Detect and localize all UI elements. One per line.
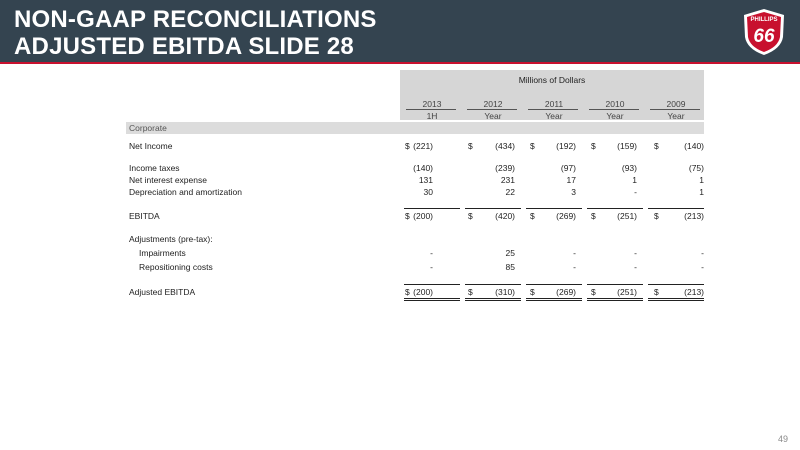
grand-total-double-rule [648,298,704,301]
grand-total-double-rule [526,298,582,301]
table-row [126,162,704,174]
cell-value: (251) [617,287,637,297]
dollar-sign: $ [591,141,596,151]
period-header: 1H [426,111,438,121]
section-row [126,122,704,134]
total-rule [587,208,643,209]
dollar-sign: $ [468,211,473,221]
cell-value: 17 [566,175,576,185]
row-label: Net Income [129,141,173,151]
cell-value: (239) [495,163,515,173]
row-label: Repositioning costs [139,262,213,272]
cell-value: (200) [413,287,433,297]
row-label: EBITDA [129,211,160,221]
cell-value: 1 [699,175,704,185]
cell-value: 30 [423,187,433,197]
cell-value: - [634,248,637,258]
period-header: Year [484,111,502,121]
cell-value: - [634,262,637,272]
year-underline [406,109,456,110]
cell-value: - [430,248,433,258]
cell-value: 3 [571,187,576,197]
accent-rule [0,62,800,64]
table-row [126,140,704,152]
cell-value: 1 [699,187,704,197]
dollar-sign: $ [654,141,659,151]
cell-value: - [573,262,576,272]
year-underline [528,109,578,110]
cell-value: (269) [556,287,576,297]
table-row [126,247,704,259]
dollar-sign: $ [530,211,535,221]
cell-value: (251) [617,211,637,221]
cell-value: 25 [505,248,515,258]
year-underline [467,109,517,110]
dollar-sign: $ [591,211,596,221]
cell-value: (213) [684,211,704,221]
cell-value: - [634,187,637,197]
cell-value: (310) [495,287,515,297]
subtotal-rule [648,284,704,285]
cell-value: (192) [556,141,576,151]
cell-value: 231 [500,175,515,185]
total-rule [526,208,582,209]
cell-value: - [701,248,704,258]
dollar-sign: $ [468,287,473,297]
title-bar [0,0,800,62]
row-label: Adjustments (pre-tax): [129,234,213,244]
slide-title-line-2: ADJUSTED EBITDA SLIDE 28 [14,33,354,60]
cell-value: (93) [621,163,637,173]
table-row [126,233,704,245]
cell-value: (97) [560,163,576,173]
units-row [126,74,704,86]
table-row [126,286,704,298]
cell-value: (434) [495,141,515,151]
table-row [126,210,704,222]
table-row [126,261,704,273]
slide-title-line-1: NON-GAAP RECONCILIATIONS [14,6,377,33]
total-rule [465,208,521,209]
logo-wordmark: PHILLIPS [750,17,778,23]
cell-value: (420) [495,211,515,221]
grand-total-double-rule [587,298,643,301]
year-header: 2013 [422,99,442,109]
row-label: Income taxes [129,163,180,173]
table-row [126,174,704,186]
phillips66-logo [739,7,789,57]
cell-value: 1 [632,175,637,185]
cell-value: - [573,248,576,258]
cell-value: (75) [688,163,704,173]
period-header-row [126,110,704,122]
page-number: 49 [777,434,788,444]
cell-value: 131 [418,175,433,185]
period-header: Year [606,111,624,121]
cell-value: - [701,262,704,272]
dollar-sign: $ [654,211,659,221]
cell-value: (140) [413,163,433,173]
cell-value: (200) [413,211,433,221]
year-header: 2012 [483,99,503,109]
cell-value: (140) [684,141,704,151]
cell-value: (213) [684,287,704,297]
year-underline [650,109,700,110]
year-header: 2010 [605,99,625,109]
period-header: Year [545,111,563,121]
dollar-sign: $ [405,211,410,221]
grand-total-double-rule [465,298,521,301]
total-rule [648,208,704,209]
logo-number: 66 [753,26,775,47]
year-header: 2009 [666,99,686,109]
grand-total-double-rule [404,298,460,301]
row-label: Impairments [139,248,186,258]
subtotal-rule [465,284,521,285]
slide-title [14,6,377,60]
dollar-sign: $ [654,287,659,297]
cell-value: (221) [413,141,433,151]
cell-value: - [430,262,433,272]
subtotal-rule [587,284,643,285]
dollar-sign: $ [405,141,410,151]
period-header: Year [667,111,685,121]
year-header: 2011 [544,99,564,109]
dollar-sign: $ [530,141,535,151]
row-label: Net interest expense [129,175,207,185]
dollar-sign: $ [405,287,410,297]
cell-value: 22 [505,187,515,197]
section-label: Corporate [129,123,167,133]
subtotal-rule [404,284,460,285]
table-row [126,186,704,198]
dollar-sign: $ [468,141,473,151]
total-rule [404,208,460,209]
subtotal-rule [526,284,582,285]
year-underline [589,109,639,110]
units-label: Millions of Dollars [518,75,586,85]
row-label: Adjusted EBITDA [129,287,196,297]
cell-value: (159) [617,141,637,151]
dollar-sign: $ [530,287,535,297]
cell-value: (269) [556,211,576,221]
cell-value: 85 [505,262,515,272]
row-label: Depreciation and amortization [129,187,242,197]
dollar-sign: $ [591,287,596,297]
